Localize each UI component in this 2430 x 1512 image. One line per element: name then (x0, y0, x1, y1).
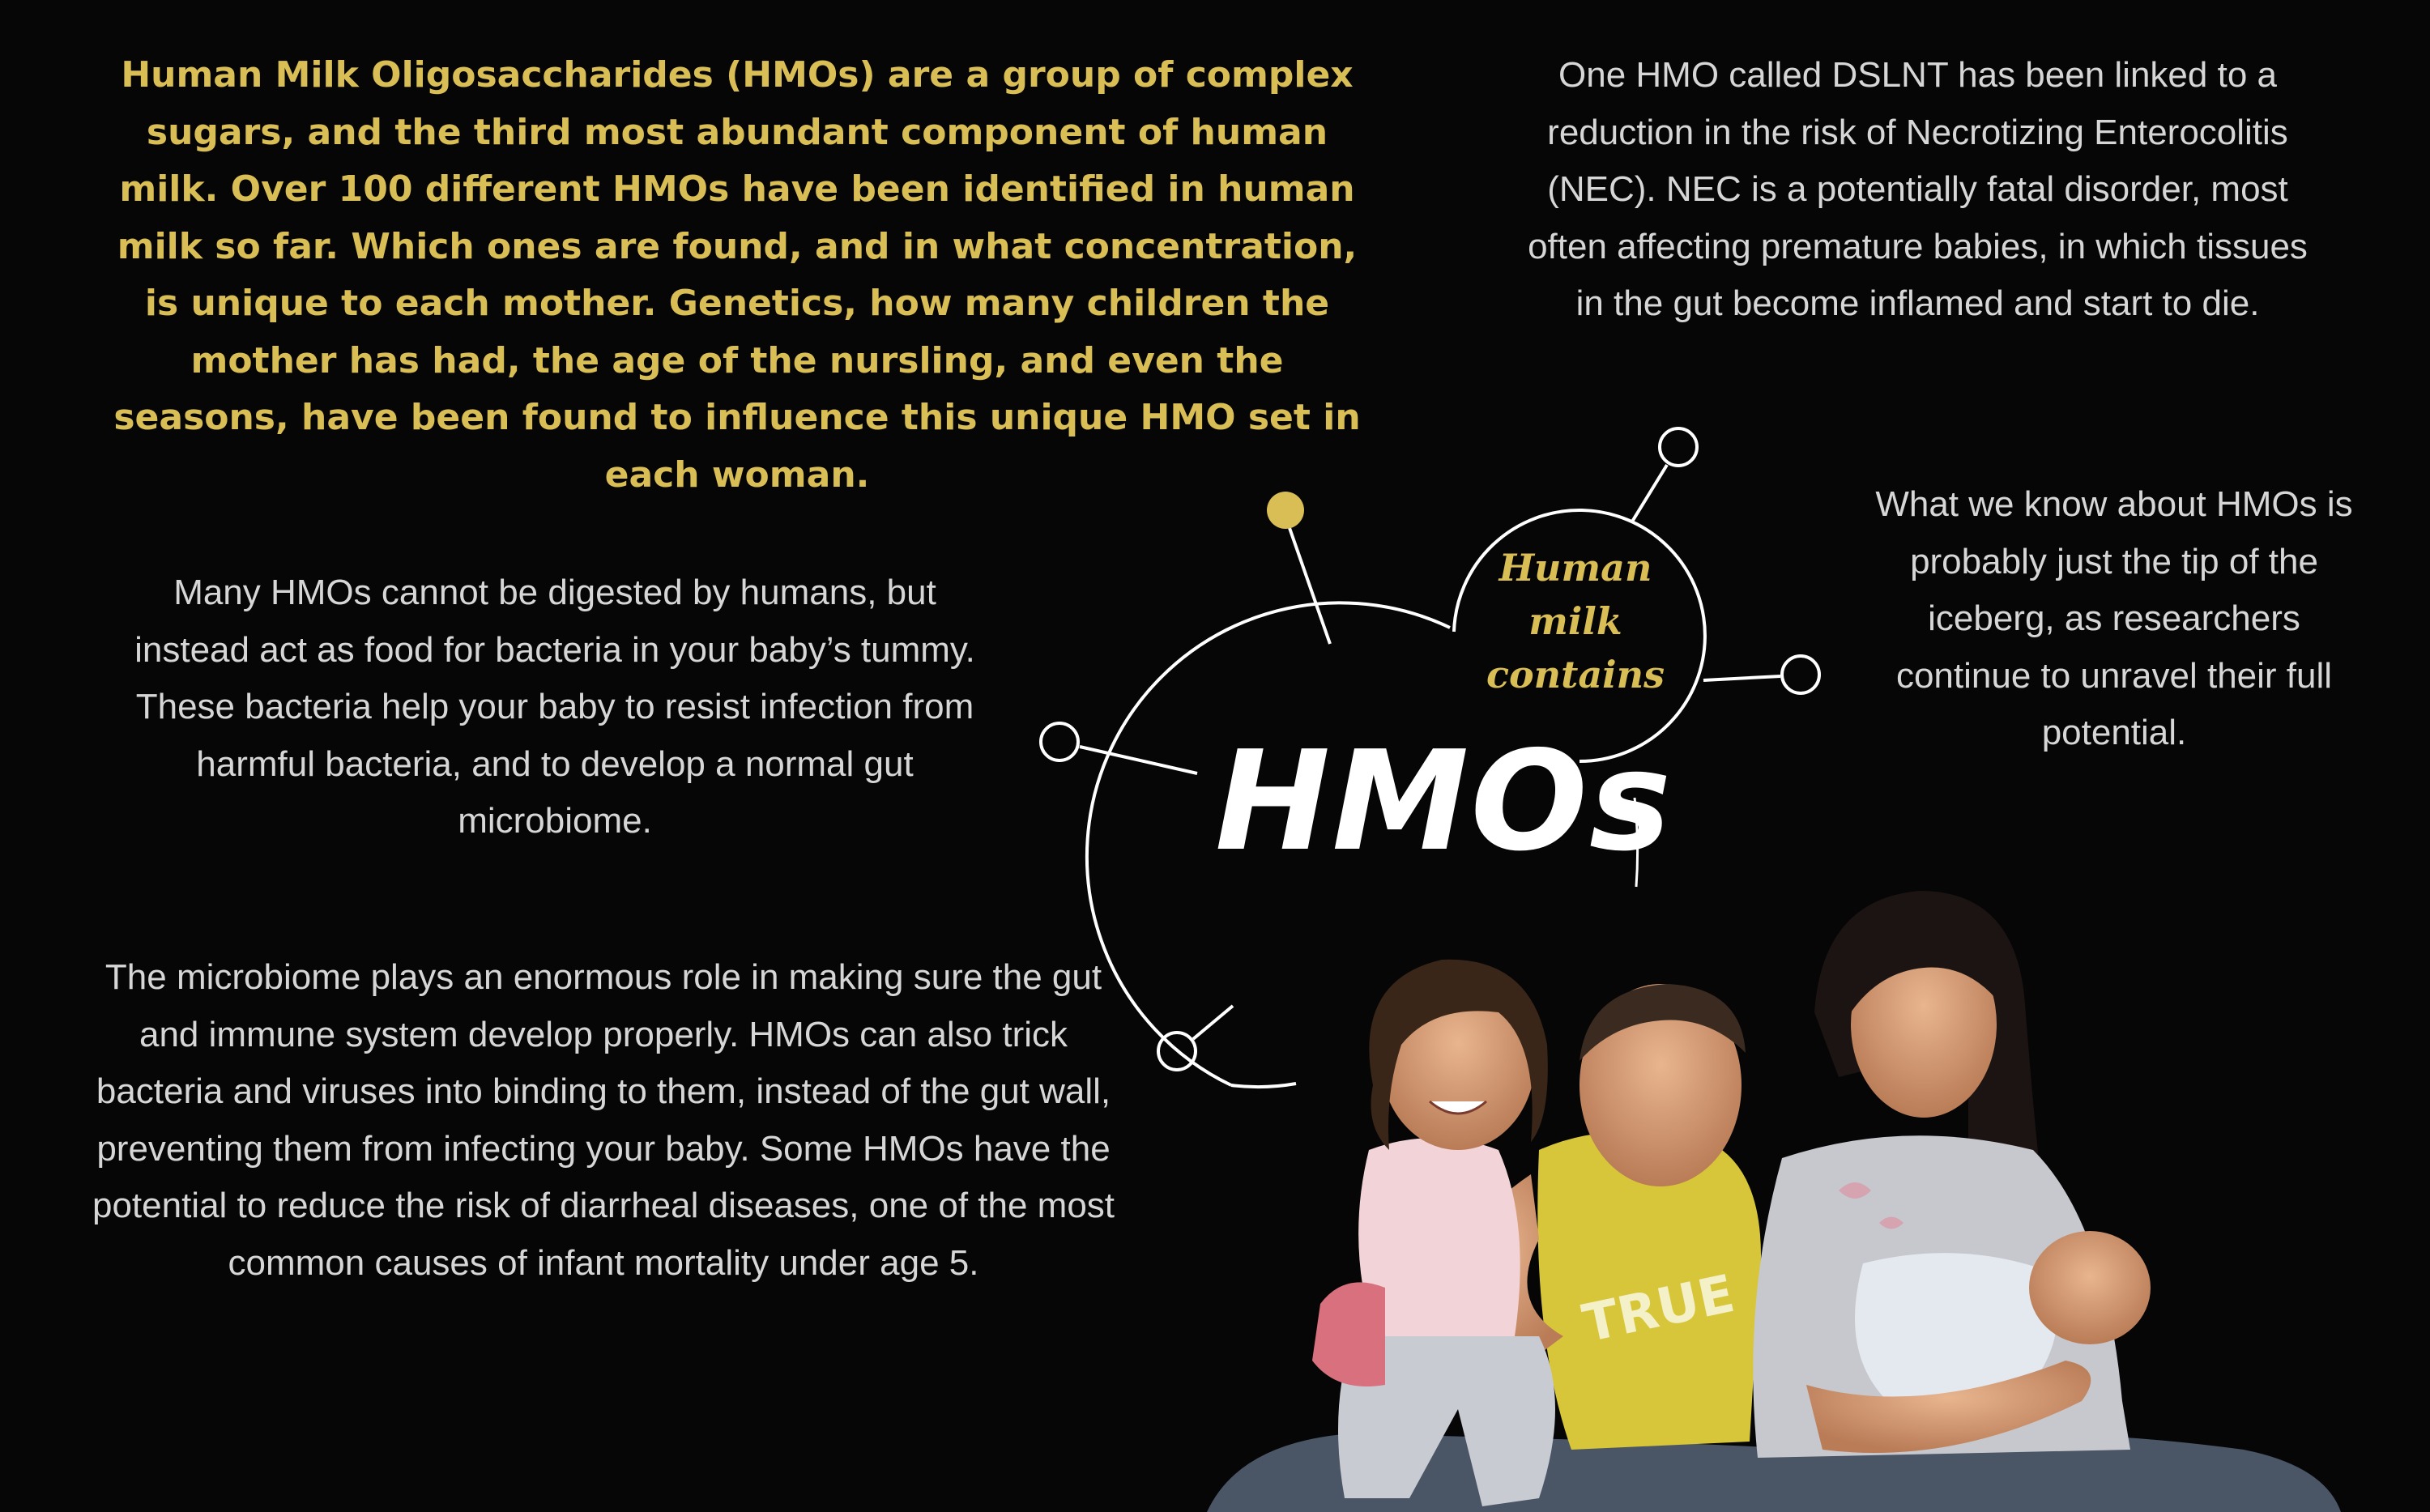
hmos-label: HMOs (1215, 722, 1673, 882)
node-right (1782, 656, 1819, 693)
spoke-top-left (1290, 528, 1330, 644)
digestion-paragraph: Many HMOs cannot be digested by humans, but instead act as food for bacteria in your baby’s tummy. These bacteria help your baby to resist infection from harmful bacteria, and to develop a normal gut microbiome. (134, 573, 975, 841)
intro-paragraph: Human Milk Oligosaccharides (HMOs) are a group of complex sugars, and the third most abundant component of human milk. Over 100 different HMOs have been identified in human milk so far. Which ones are found, and in what concentration, is unique to each mother. Genetics, how many children the mother has had, the age of the nursling, and even the seasons, have been found to influence this unique HMO set in each woman. (113, 54, 1361, 496)
milk-contains-line3: contains (1486, 653, 1665, 696)
node-top-right (1660, 428, 1697, 466)
baby-head (2029, 1231, 2151, 1344)
milk-contains-line1: Human (1498, 546, 1652, 590)
milk-contains-label (1458, 541, 1693, 701)
node-left (1041, 723, 1078, 760)
spoke-right (1703, 676, 1780, 680)
microbiome-paragraph: The microbiome plays an enormous role in making sure the gut and immune system develop properly. HMOs can also trick bacteria and viruses into binding to them, instead of the gut wall, preventing them from infecting your baby. Some HMOs have the potential to reduce the risk of diarrheal diseases, one of the most common causes of infant mortality under age 5. (92, 957, 1115, 1283)
node-yellow (1267, 492, 1304, 529)
family-photo (1191, 883, 2349, 1512)
dslnt-paragraph: One HMO called DSLNT has been linked to a reduction in the risk of Necrotizing Enterocolitis (NEC). NEC is a potentially fatal disorder, most often affecting premature babies, in which tissues in the gut become inflamed and start to die. (1528, 55, 2308, 323)
milk-contains-line2: milk (1528, 599, 1622, 643)
shirt-text: TRUE (1577, 1263, 1740, 1355)
spoke-top-right (1632, 465, 1667, 522)
girl-skirt (1312, 1282, 1385, 1386)
iceberg-paragraph: What we know about HMOs is probably just the tip of the iceberg, as researchers continue to unravel their full potential. (1875, 484, 2353, 752)
spoke-left (1080, 747, 1197, 773)
